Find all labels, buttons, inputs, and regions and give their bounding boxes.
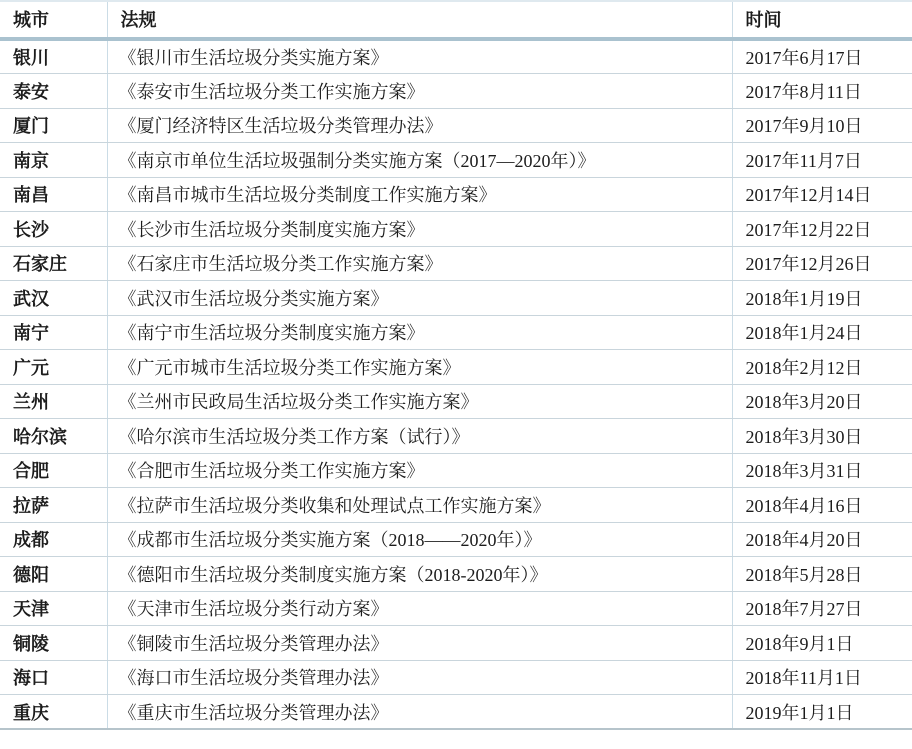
table-row [0,177,912,212]
table-row [0,212,912,247]
regulation-cell: 《合肥市生活垃圾分类工作实施方案》 [107,453,732,488]
time-cell: 2018年3月20日 [732,384,912,419]
city-cell: 海口 [0,660,107,695]
time-cell: 2017年11月7日 [732,143,912,178]
time-cell: 2017年8月11日 [732,74,912,109]
city-cell: 南宁 [0,315,107,350]
regulation-cell: 《南昌市城市生活垃圾分类制度工作实施方案》 [107,177,732,212]
table-row [0,660,912,695]
time-cell: 2018年9月1日 [732,626,912,661]
city-cell: 南昌 [0,177,107,212]
city-cell: 泰安 [0,74,107,109]
time-cell: 2018年4月20日 [732,522,912,557]
city-cell: 拉萨 [0,488,107,523]
table-row [0,74,912,109]
regulation-cell: 《南宁市生活垃圾分类制度实施方案》 [107,315,732,350]
regulation-cell: 《哈尔滨市生活垃圾分类工作方案（试行）》 [107,419,732,454]
table-header [0,1,912,39]
regulation-cell: 《厦门经济特区生活垃圾分类管理办法》 [107,108,732,143]
time-cell: 2018年11月1日 [732,660,912,695]
city-cell: 成都 [0,522,107,557]
regulation-cell: 《银川市生活垃圾分类实施方案》 [107,39,732,74]
time-cell: 2018年3月31日 [732,453,912,488]
city-cell: 哈尔滨 [0,419,107,454]
header-row [0,1,912,39]
time-cell: 2017年6月17日 [732,39,912,74]
table-row [0,246,912,281]
table-row [0,281,912,316]
city-cell: 广元 [0,350,107,385]
table-row [0,419,912,454]
city-cell: 重庆 [0,695,107,730]
city-cell: 天津 [0,591,107,626]
time-cell: 2017年12月14日 [732,177,912,212]
city-cell: 合肥 [0,453,107,488]
regulation-cell: 《重庆市生活垃圾分类管理办法》 [107,695,732,730]
table-row [0,384,912,419]
table-row [0,626,912,661]
regulation-cell: 《天津市生活垃圾分类行动方案》 [107,591,732,626]
table-row [0,108,912,143]
column-header-city: 城市 [0,1,107,39]
table-row [0,557,912,592]
column-header-regulation: 法规 [107,1,732,39]
regulation-cell: 《兰州市民政局生活垃圾分类工作实施方案》 [107,384,732,419]
city-cell: 武汉 [0,281,107,316]
time-cell: 2018年4月16日 [732,488,912,523]
table-row [0,315,912,350]
city-cell: 兰州 [0,384,107,419]
regulation-cell: 《成都市生活垃圾分类实施方案（2018——2020年）》 [107,522,732,557]
time-cell: 2018年2月12日 [732,350,912,385]
table-body [0,39,912,729]
regulation-cell: 《海口市生活垃圾分类管理办法》 [107,660,732,695]
column-header-time: 时间 [732,1,912,39]
regulation-cell: 《拉萨市生活垃圾分类收集和处理试点工作实施方案》 [107,488,732,523]
city-cell: 南京 [0,143,107,178]
city-cell: 长沙 [0,212,107,247]
table-row [0,39,912,74]
time-cell: 2019年1月1日 [732,695,912,730]
regulation-cell: 《广元市城市生活垃圾分类工作实施方案》 [107,350,732,385]
time-cell: 2018年5月28日 [732,557,912,592]
city-cell: 德阳 [0,557,107,592]
regulation-cell: 《石家庄市生活垃圾分类工作实施方案》 [107,246,732,281]
time-cell: 2018年7月27日 [732,591,912,626]
regulation-cell: 《长沙市生活垃圾分类制度实施方案》 [107,212,732,247]
time-cell: 2018年1月24日 [732,315,912,350]
city-cell: 银川 [0,39,107,74]
city-cell: 铜陵 [0,626,107,661]
city-cell: 厦门 [0,108,107,143]
table-row [0,143,912,178]
regulation-cell: 《泰安市生活垃圾分类工作实施方案》 [107,74,732,109]
table-row [0,488,912,523]
regulation-cell: 《德阳市生活垃圾分类制度实施方案（2018-2020年）》 [107,557,732,592]
time-cell: 2018年3月30日 [732,419,912,454]
regulation-cell: 《南京市单位生活垃圾强制分类实施方案（2017—2020年）》 [107,143,732,178]
time-cell: 2018年1月19日 [732,281,912,316]
table-row [0,522,912,557]
city-cell: 石家庄 [0,246,107,281]
table-row [0,453,912,488]
regulation-cell: 《铜陵市生活垃圾分类管理办法》 [107,626,732,661]
time-cell: 2017年9月10日 [732,108,912,143]
time-cell: 2017年12月26日 [732,246,912,281]
regulation-cell: 《武汉市生活垃圾分类实施方案》 [107,281,732,316]
table-row [0,591,912,626]
table-row [0,695,912,730]
time-cell: 2017年12月22日 [732,212,912,247]
table-row [0,350,912,385]
